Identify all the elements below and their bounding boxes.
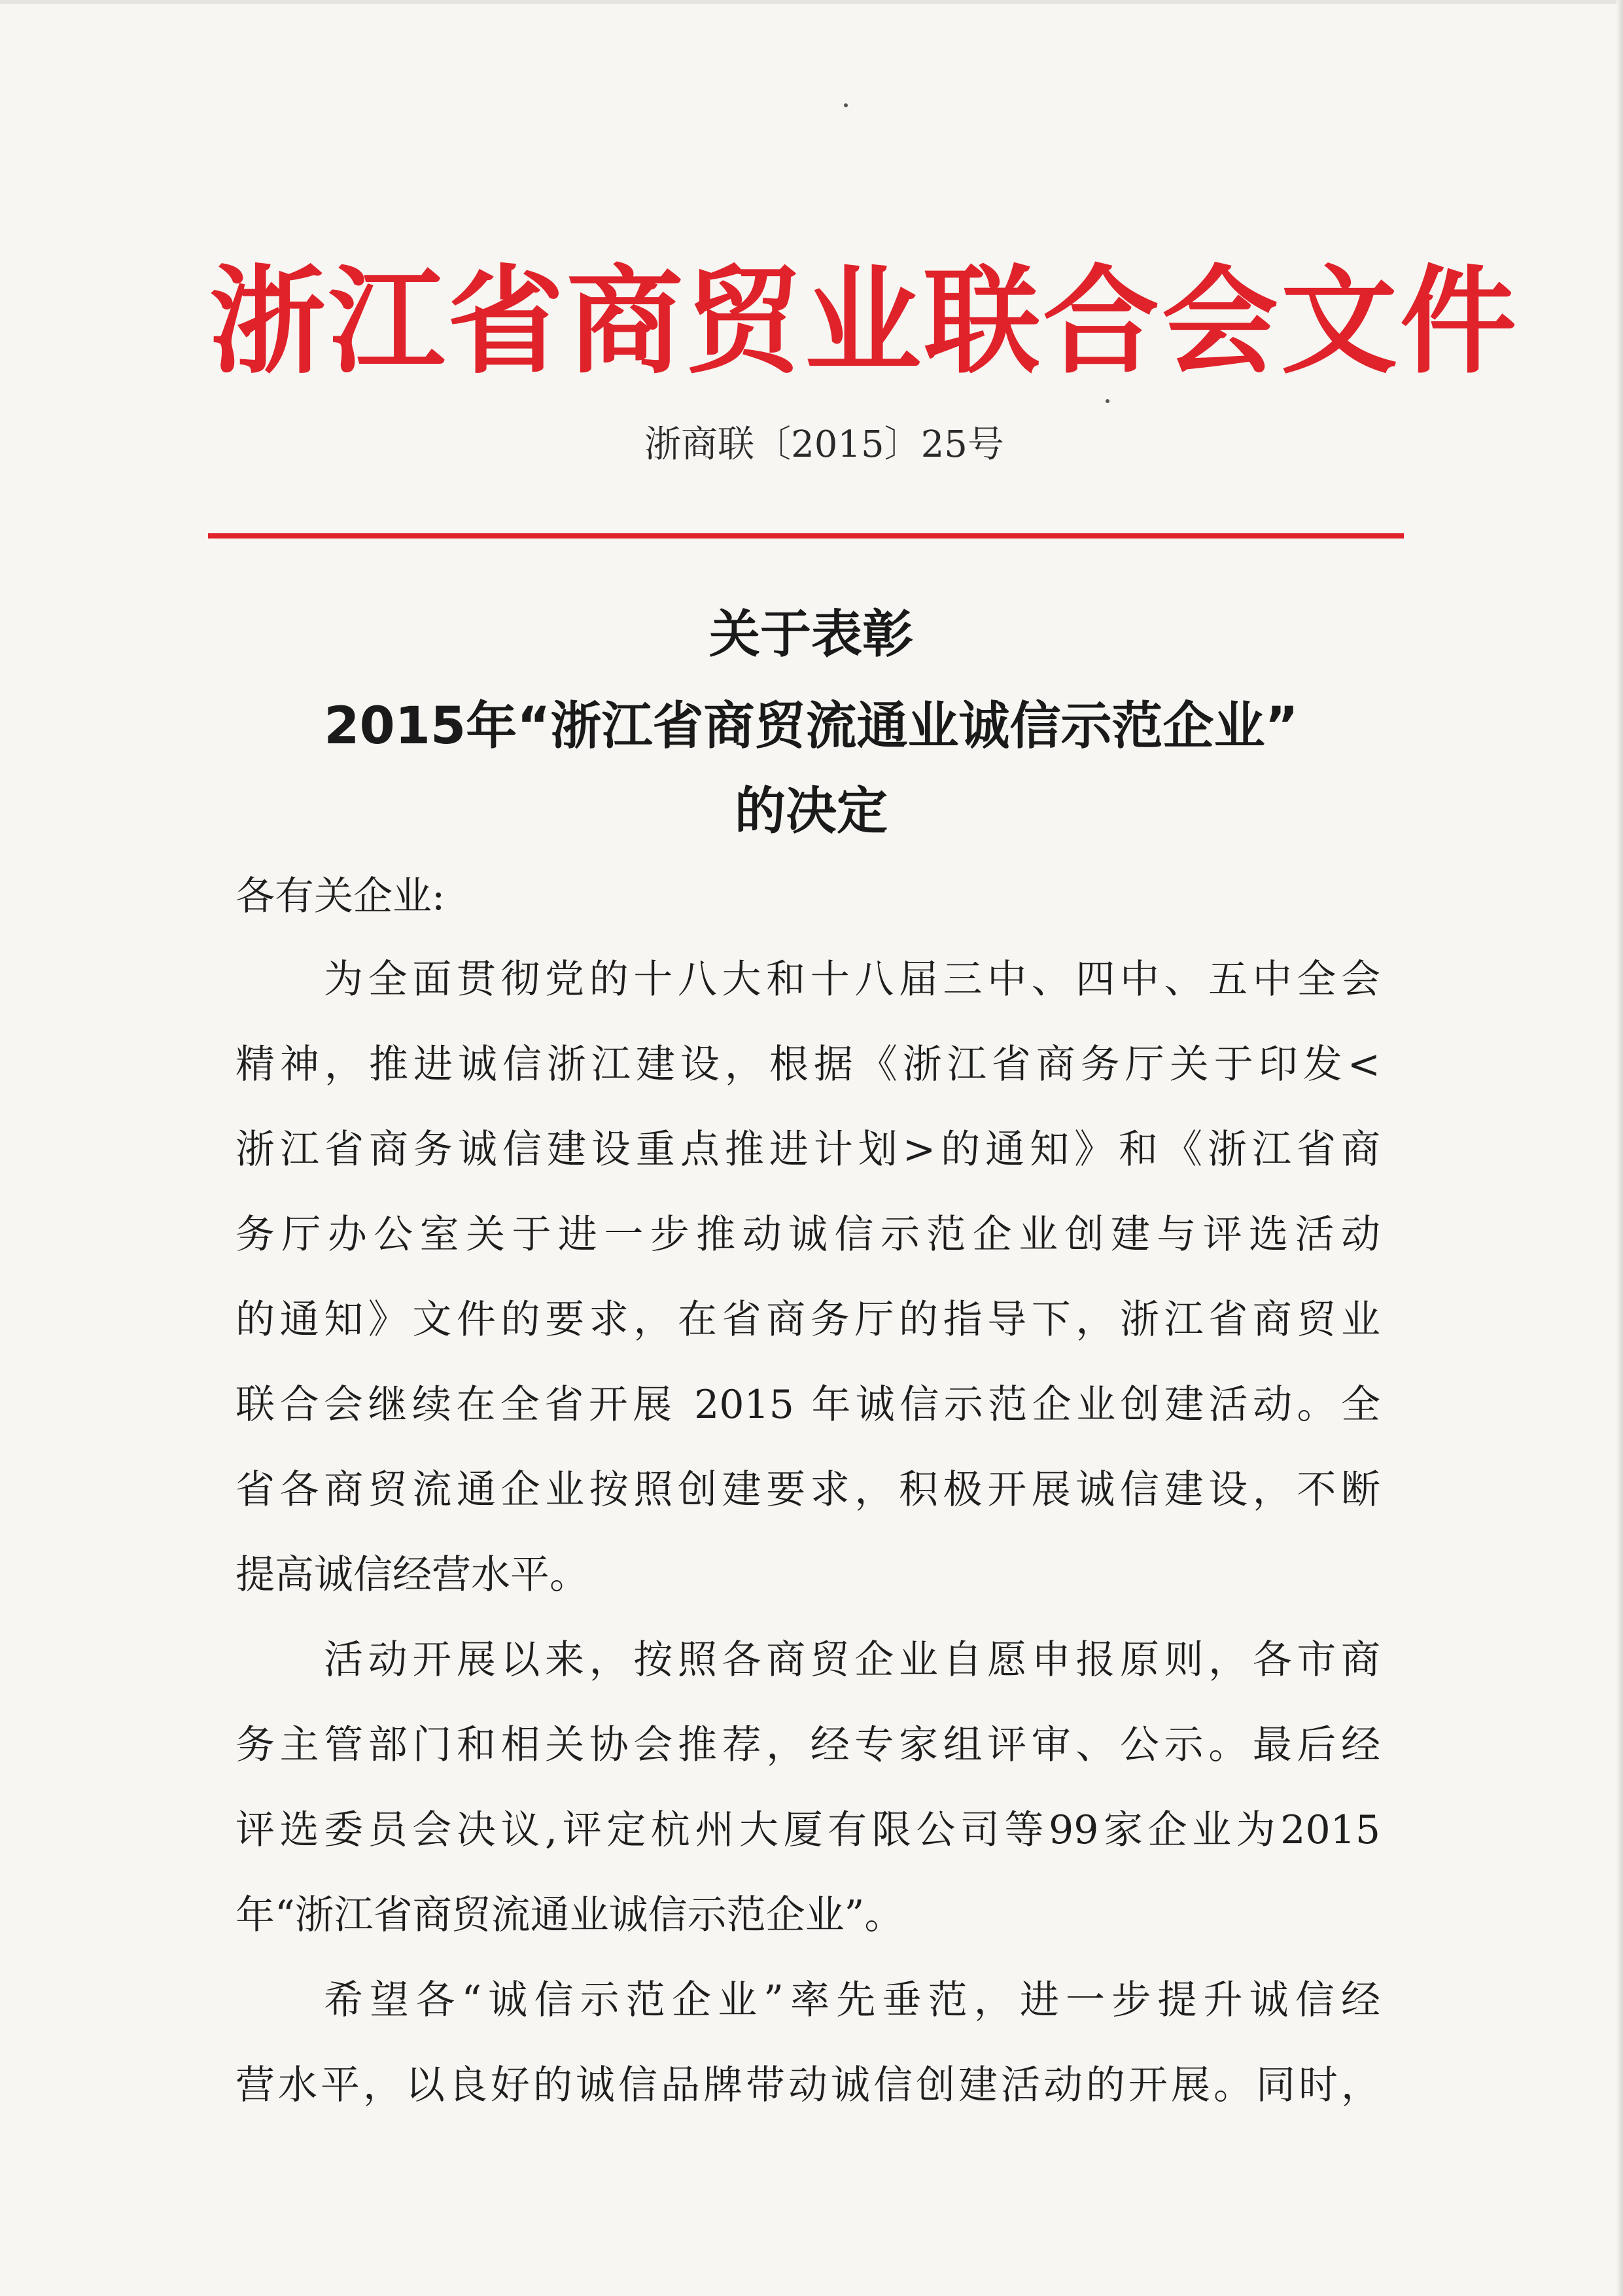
scan-edge-right xyxy=(1616,0,1623,2296)
body-text-line: 提高诚信经营水平。 xyxy=(236,1552,589,1598)
document-number: 浙商联〔2015〕25号 xyxy=(644,423,1004,466)
body-text-line: 务厅办公室关于进一步推动诚信示范企业创建与评选活动 xyxy=(236,1212,1380,1258)
body-text-line: 浙江省商务诚信建设重点推进计划>的通知》和《浙江省商 xyxy=(236,1127,1380,1173)
document-header-title: 浙江省商贸业联合会文件 xyxy=(209,254,1519,389)
document-title-line-2: 2015年“浙江省商贸流通业诚信示范企业” xyxy=(324,697,1299,756)
body-text-line: 的通知》文件的要求，在省商务厅的指导下，浙江省商贸业 xyxy=(236,1297,1380,1343)
document-title-line-3: 的决定 xyxy=(734,782,888,841)
scan-edge-top xyxy=(0,0,1623,4)
scan-speck xyxy=(844,103,848,107)
body-text-line: 为全面贯彻党的十八大和十八届三中、四中、五中全会 xyxy=(324,957,1380,1002)
body-text-line: 省各商贸流通企业按照创建要求，积极开展诚信建设，不断 xyxy=(236,1467,1380,1513)
body-text-line: 希望各“诚信示范企业”率先垂范，进一步提升诚信经 xyxy=(324,1977,1380,2023)
body-text-line: 活动开展以来，按照各商贸企业自愿申报原则，各市商 xyxy=(324,1637,1380,1683)
body-text-line: 联合会继续在全省开展 2015 年诚信示范企业创建活动。全 xyxy=(236,1382,1380,1428)
body-text-line: 精神，推进诚信浙江建设，根据《浙江省商务厅关于印发< xyxy=(236,1042,1380,1087)
body-text-line: 评选委员会决议,评定杭州大厦有限公司等99家企业为2015 xyxy=(236,1807,1380,1853)
body-text-line: 年“浙江省商贸流通业诚信示范企业”。 xyxy=(236,1892,904,1938)
body-text-line: 务主管部门和相关协会推荐，经专家组评审、公示。最后经 xyxy=(236,1722,1380,1768)
salutation: 各有关企业: xyxy=(236,874,445,919)
red-divider-line xyxy=(208,533,1404,539)
document-title-line-1: 关于表彰 xyxy=(708,605,913,664)
body-text-line: 营水平，以良好的诚信品牌带动诚信创建活动的开展。同时， xyxy=(236,2062,1380,2108)
